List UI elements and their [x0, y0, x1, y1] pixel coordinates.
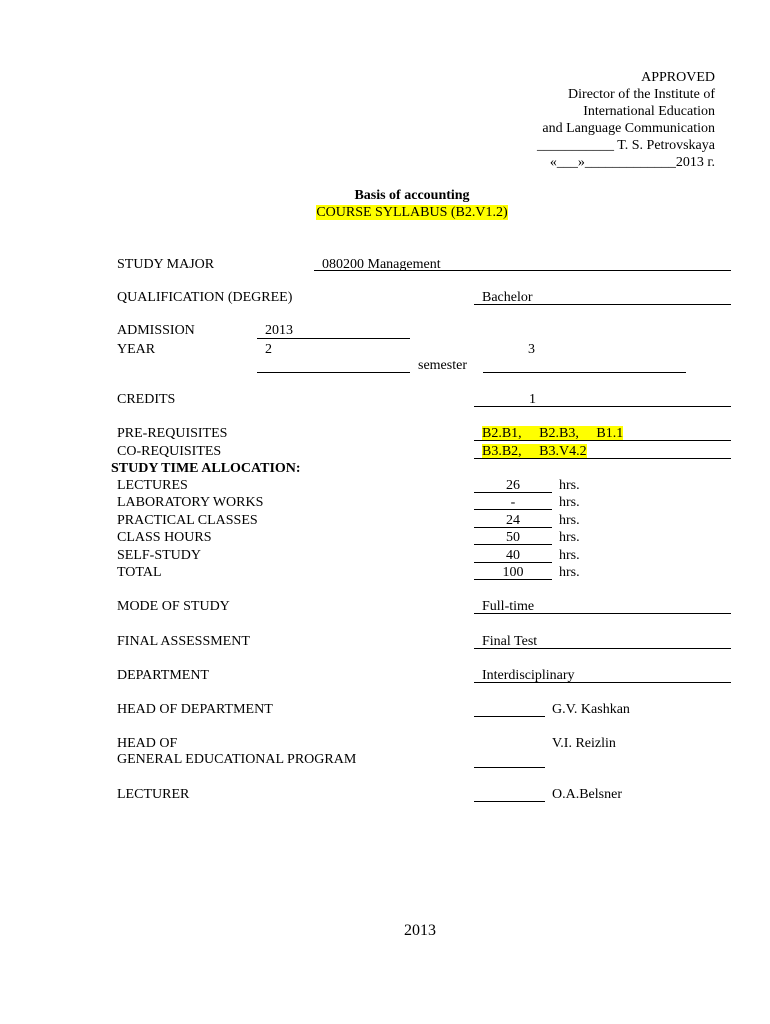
corequisites-label: CO-REQUISITES	[117, 444, 222, 459]
semester-label: semester	[418, 358, 467, 373]
allocation-underline	[474, 579, 552, 580]
year-label: YEAR	[117, 342, 156, 357]
department-underline	[474, 682, 731, 683]
lecturer-signature-line	[474, 801, 545, 802]
course-title: Basis of accounting	[354, 188, 470, 203]
head-department-name: G.V. Kashkan	[552, 702, 630, 717]
allocation-label-self-study: SELF-STUDY	[117, 548, 202, 563]
allocation-heading: STUDY TIME ALLOCATION:	[111, 461, 301, 476]
semester-underline	[483, 372, 686, 373]
credits-label: CREDITS	[117, 392, 176, 407]
allocation-value-lab: -	[510, 495, 516, 510]
allocation-underline	[474, 509, 552, 510]
mode-value: Full-time	[482, 599, 535, 614]
allocation-label-practical: PRACTICAL CLASSES	[117, 513, 258, 528]
head-department-signature-line	[474, 716, 545, 717]
syllabus-title	[262, 204, 562, 221]
allocation-label-total: TOTAL	[117, 565, 162, 580]
head-program-signature-line	[474, 767, 545, 768]
assessment-underline	[474, 648, 731, 649]
year-value: 2	[265, 342, 272, 357]
allocation-underline	[474, 562, 552, 563]
credits-value: 1	[529, 392, 536, 407]
assessment-label: FINAL ASSESSMENT	[117, 634, 250, 649]
admission-underline	[257, 338, 410, 339]
assessment-value: Final Test	[482, 634, 538, 649]
head-program-label-2: GENERAL EDUCATIONAL PROGRAM	[117, 752, 357, 767]
allocation-underline	[474, 527, 552, 528]
approval-line-4: and Language Communication	[542, 121, 715, 136]
allocation-value-lectures: 26	[506, 478, 520, 493]
prerequisites-codes: B2.B1, B2.B3, B1.1	[482, 426, 624, 441]
allocation-value-self-study: 40	[506, 548, 520, 563]
allocation-underline	[474, 492, 552, 493]
approval-line-3: International Education	[583, 104, 715, 119]
lecturer-name: O.A.Belsner	[552, 787, 622, 802]
allocation-value-practical: 24	[506, 513, 520, 528]
allocation-unit: hrs.	[559, 530, 580, 545]
corequisites-codes: B3.B2, B3.V4.2	[482, 444, 587, 459]
allocation-label-lectures: LECTURES	[117, 478, 188, 493]
prerequisites-label: PRE-REQUISITES	[117, 426, 228, 441]
footer-year: 2013	[404, 922, 436, 939]
mode-label: MODE OF STUDY	[117, 599, 230, 614]
head-program-name: V.I. Reizlin	[552, 736, 616, 751]
qualification-underline	[474, 304, 731, 305]
head-program-label-1: HEAD OF	[117, 736, 178, 751]
department-value: Interdisciplinary	[482, 668, 575, 683]
study-major-value: 080200 Management	[322, 257, 441, 272]
semester-value: 3	[528, 342, 535, 357]
allocation-label-lab: LABORATORY WORKS	[117, 495, 264, 510]
credits-underline	[474, 406, 731, 407]
head-department-label: HEAD OF DEPARTMENT	[117, 702, 273, 717]
allocation-unit: hrs.	[559, 513, 580, 528]
allocation-value-total: 100	[502, 565, 524, 580]
admission-value: 2013	[265, 323, 293, 338]
approval-line-1: APPROVED	[641, 70, 715, 85]
year-underline	[257, 372, 410, 373]
study-major-label: STUDY MAJOR	[117, 257, 215, 272]
allocation-unit: hrs.	[559, 565, 580, 580]
allocation-unit: hrs.	[559, 478, 580, 493]
lecturer-label: LECTURER	[117, 787, 190, 802]
approval-date-line: «___»_____________2013 г.	[549, 155, 715, 170]
syllabus-code: COURSE SYLLABUS (B2.V1.2)	[316, 205, 508, 220]
approval-line-2: Director of the Institute of	[568, 87, 715, 102]
allocation-unit: hrs.	[559, 548, 580, 563]
qualification-label: QUALIFICATION (DEGREE)	[117, 290, 293, 305]
admission-label: ADMISSION	[117, 323, 195, 338]
allocation-unit: hrs.	[559, 495, 580, 510]
allocation-underline	[474, 544, 552, 545]
department-label: DEPARTMENT	[117, 668, 209, 683]
approval-signature-line: ___________ T. S. Petrovskaya	[537, 138, 715, 153]
prerequisites-underline	[474, 440, 731, 441]
allocation-value-class-hours: 50	[506, 530, 520, 545]
study-major-underline	[314, 270, 731, 271]
corequisites-underline	[474, 458, 731, 459]
qualification-value: Bachelor	[482, 290, 533, 305]
allocation-label-class-hours: CLASS HOURS	[117, 530, 212, 545]
mode-underline	[474, 613, 731, 614]
